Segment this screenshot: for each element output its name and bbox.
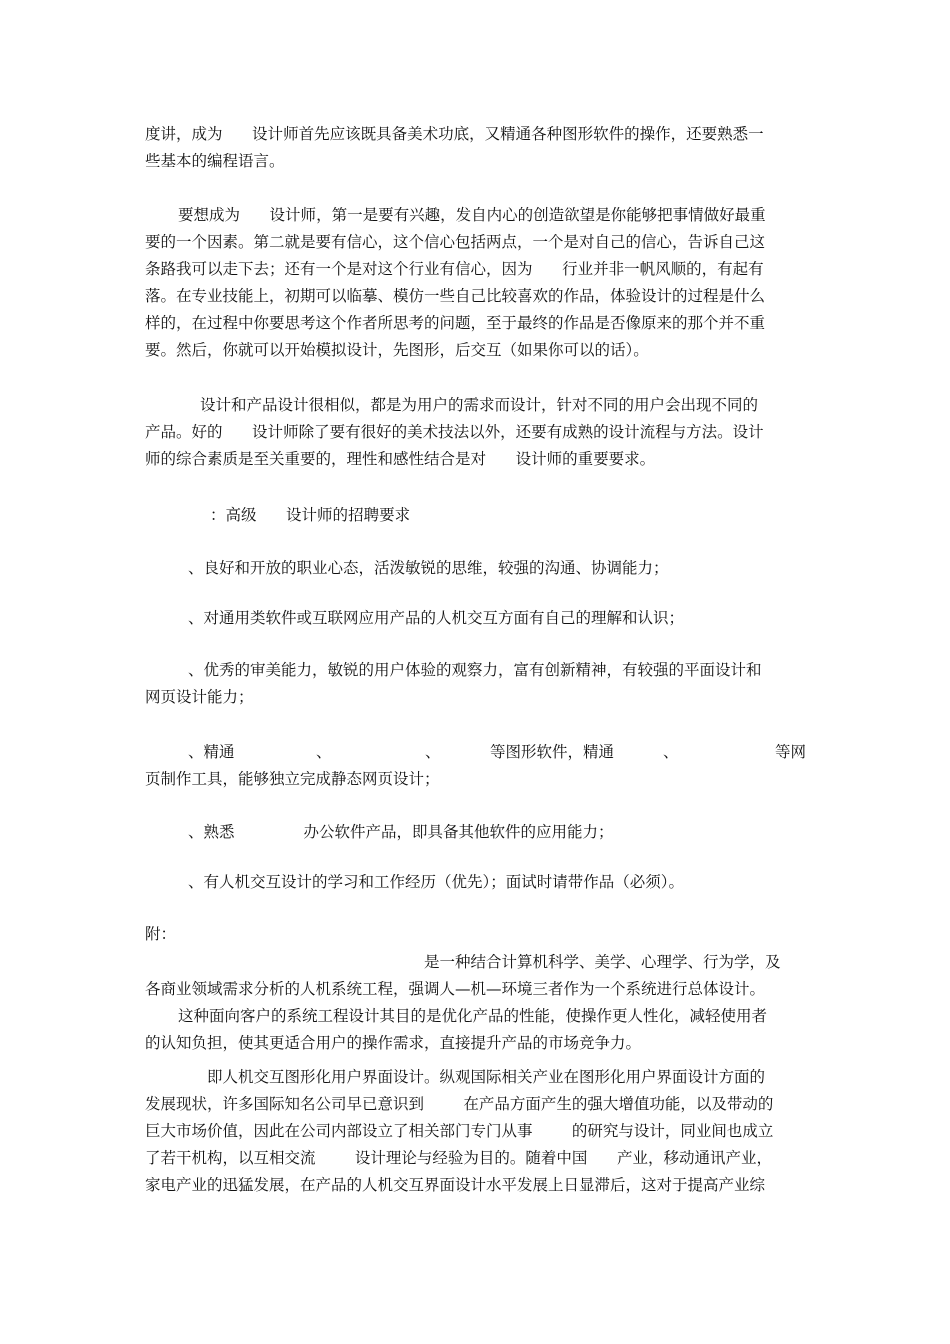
requirement-4-part-c: 、 [425, 743, 441, 761]
paragraph-2-line-4: 落。在专业技能上，初期可以临摹、模仿一些自己比较喜欢的作品，体验设计的过程是什么 [145, 287, 766, 305]
paragraph-2-line-5: 样的，在过程中你要思考这个作者所思考的问题，至于最终的作品是否像原来的那个并不重 [145, 314, 766, 332]
paragraph-1-line-1: 度讲，成为 设计师首先应该既具备美术功底，又精通各种图形软件的操作，还要熟悉一 [145, 125, 764, 143]
appendix-1-line-4: 的认知负担，使其更适合用户的操作需求，直接提升产品的市场竞争力。 [145, 1034, 642, 1052]
requirement-4-part-d: 等图形软件，精通 [490, 743, 615, 761]
appendix-2-line-4: 了若干机构，以互相交流 设计理论与经验为目的。随着中国 产业，移动通讯产业， [145, 1149, 772, 1167]
requirement-4-part-f: 等网 [775, 743, 807, 761]
requirement-4-line-2: 页制作工具，能够独立完成静态网页设计； [145, 770, 440, 788]
requirement-6: 、有人机交互设计的学习和工作经历（优先）；面试时请带作品（必须）。 [188, 873, 685, 891]
section-heading: ：高级 设计师的招聘要求 [210, 506, 411, 524]
paragraph-2-line-6: 要。然后，你就可以开始模拟设计，先图形，后交互（如果你可以的话）。 [145, 341, 649, 359]
requirement-5: 、熟悉 办公软件产品，即具备其他软件的应用能力； [188, 823, 614, 841]
requirement-1: 、良好和开放的职业心态，活泼敏锐的思维，较强的沟通、协调能力； [188, 559, 669, 577]
appendix-2-line-2: 发展现状，许多国际知名公司早已意识到 在产品方面产生的强大增值功能，以及带动的 [145, 1095, 774, 1113]
appendix-2-line-3: 巨大市场价值，因此在公司内部设立了相关部门专门从事 的研究与设计，同业间也成立 [145, 1122, 774, 1140]
paragraph-2-line-1: 要想成为 设计师，第一是要有兴趣，发自内心的创造欲望是你能够把事情做好最重 [178, 206, 766, 224]
requirement-3-line-1: 、优秀的审美能力，敏锐的用户体验的观察力，富有创新精神，有较强的平面设计和 [188, 661, 762, 679]
paragraph-2-line-2: 要的一个因素。第二就是要有信心，这个信心包括两点，一个是对自己的信心，告诉自己这 [145, 233, 766, 251]
paragraph-3-line-1: 设计和产品设计很相似，都是为用户的需求而设计，针对不同的用户会出现不同的 [200, 396, 759, 414]
requirement-3-line-2: 网页设计能力； [145, 688, 254, 706]
appendix-label: 附： [145, 925, 177, 943]
paragraph-3-line-2: 产品。好的 设计师除了要有很好的美术技法以外，还要有成熟的设计流程与方法。设计 [145, 423, 764, 441]
requirement-4-part-a: 、精通 [188, 743, 235, 761]
appendix-2-line-5: 家电产业的迅猛发展，在产品的人机交互界面设计水平发展上日显滞后，这对于提高产业综 [145, 1176, 766, 1194]
requirement-4-part-b: 、 [316, 743, 332, 761]
requirement-2: 、对通用类软件或互联网应用产品的人机交互方面有自己的理解和认识； [188, 609, 685, 627]
paragraph-1-line-2: 些基本的编程语言。 [145, 152, 285, 170]
requirement-4-part-e: 、 [663, 743, 679, 761]
appendix-2-line-1: 即人机交互图形化用户界面设计。纵观国际相关产业在图形化用户界面设计方面的 [207, 1068, 766, 1086]
appendix-1-line-1: 是一种结合计算机科学、美学、心理学、行为学，及 [424, 953, 781, 971]
appendix-1-line-2: 各商业领域需求分析的人机系统工程，强调人—机—环境三者作为一个系统进行总体设计。 [145, 980, 766, 998]
appendix-1-line-3: 这种面向客户的系统工程设计其目的是优化产品的性能，使操作更人性化，减轻使用者 [178, 1007, 768, 1025]
paragraph-3-line-3: 师的综合素质是至关重要的，理性和感性结合是对 设计师的重要要求。 [145, 450, 656, 468]
paragraph-2-line-3: 条路我可以走下去；还有一个是对这个行业有信心，因为 行业并非一帆风顺的，有起有 [145, 260, 764, 278]
